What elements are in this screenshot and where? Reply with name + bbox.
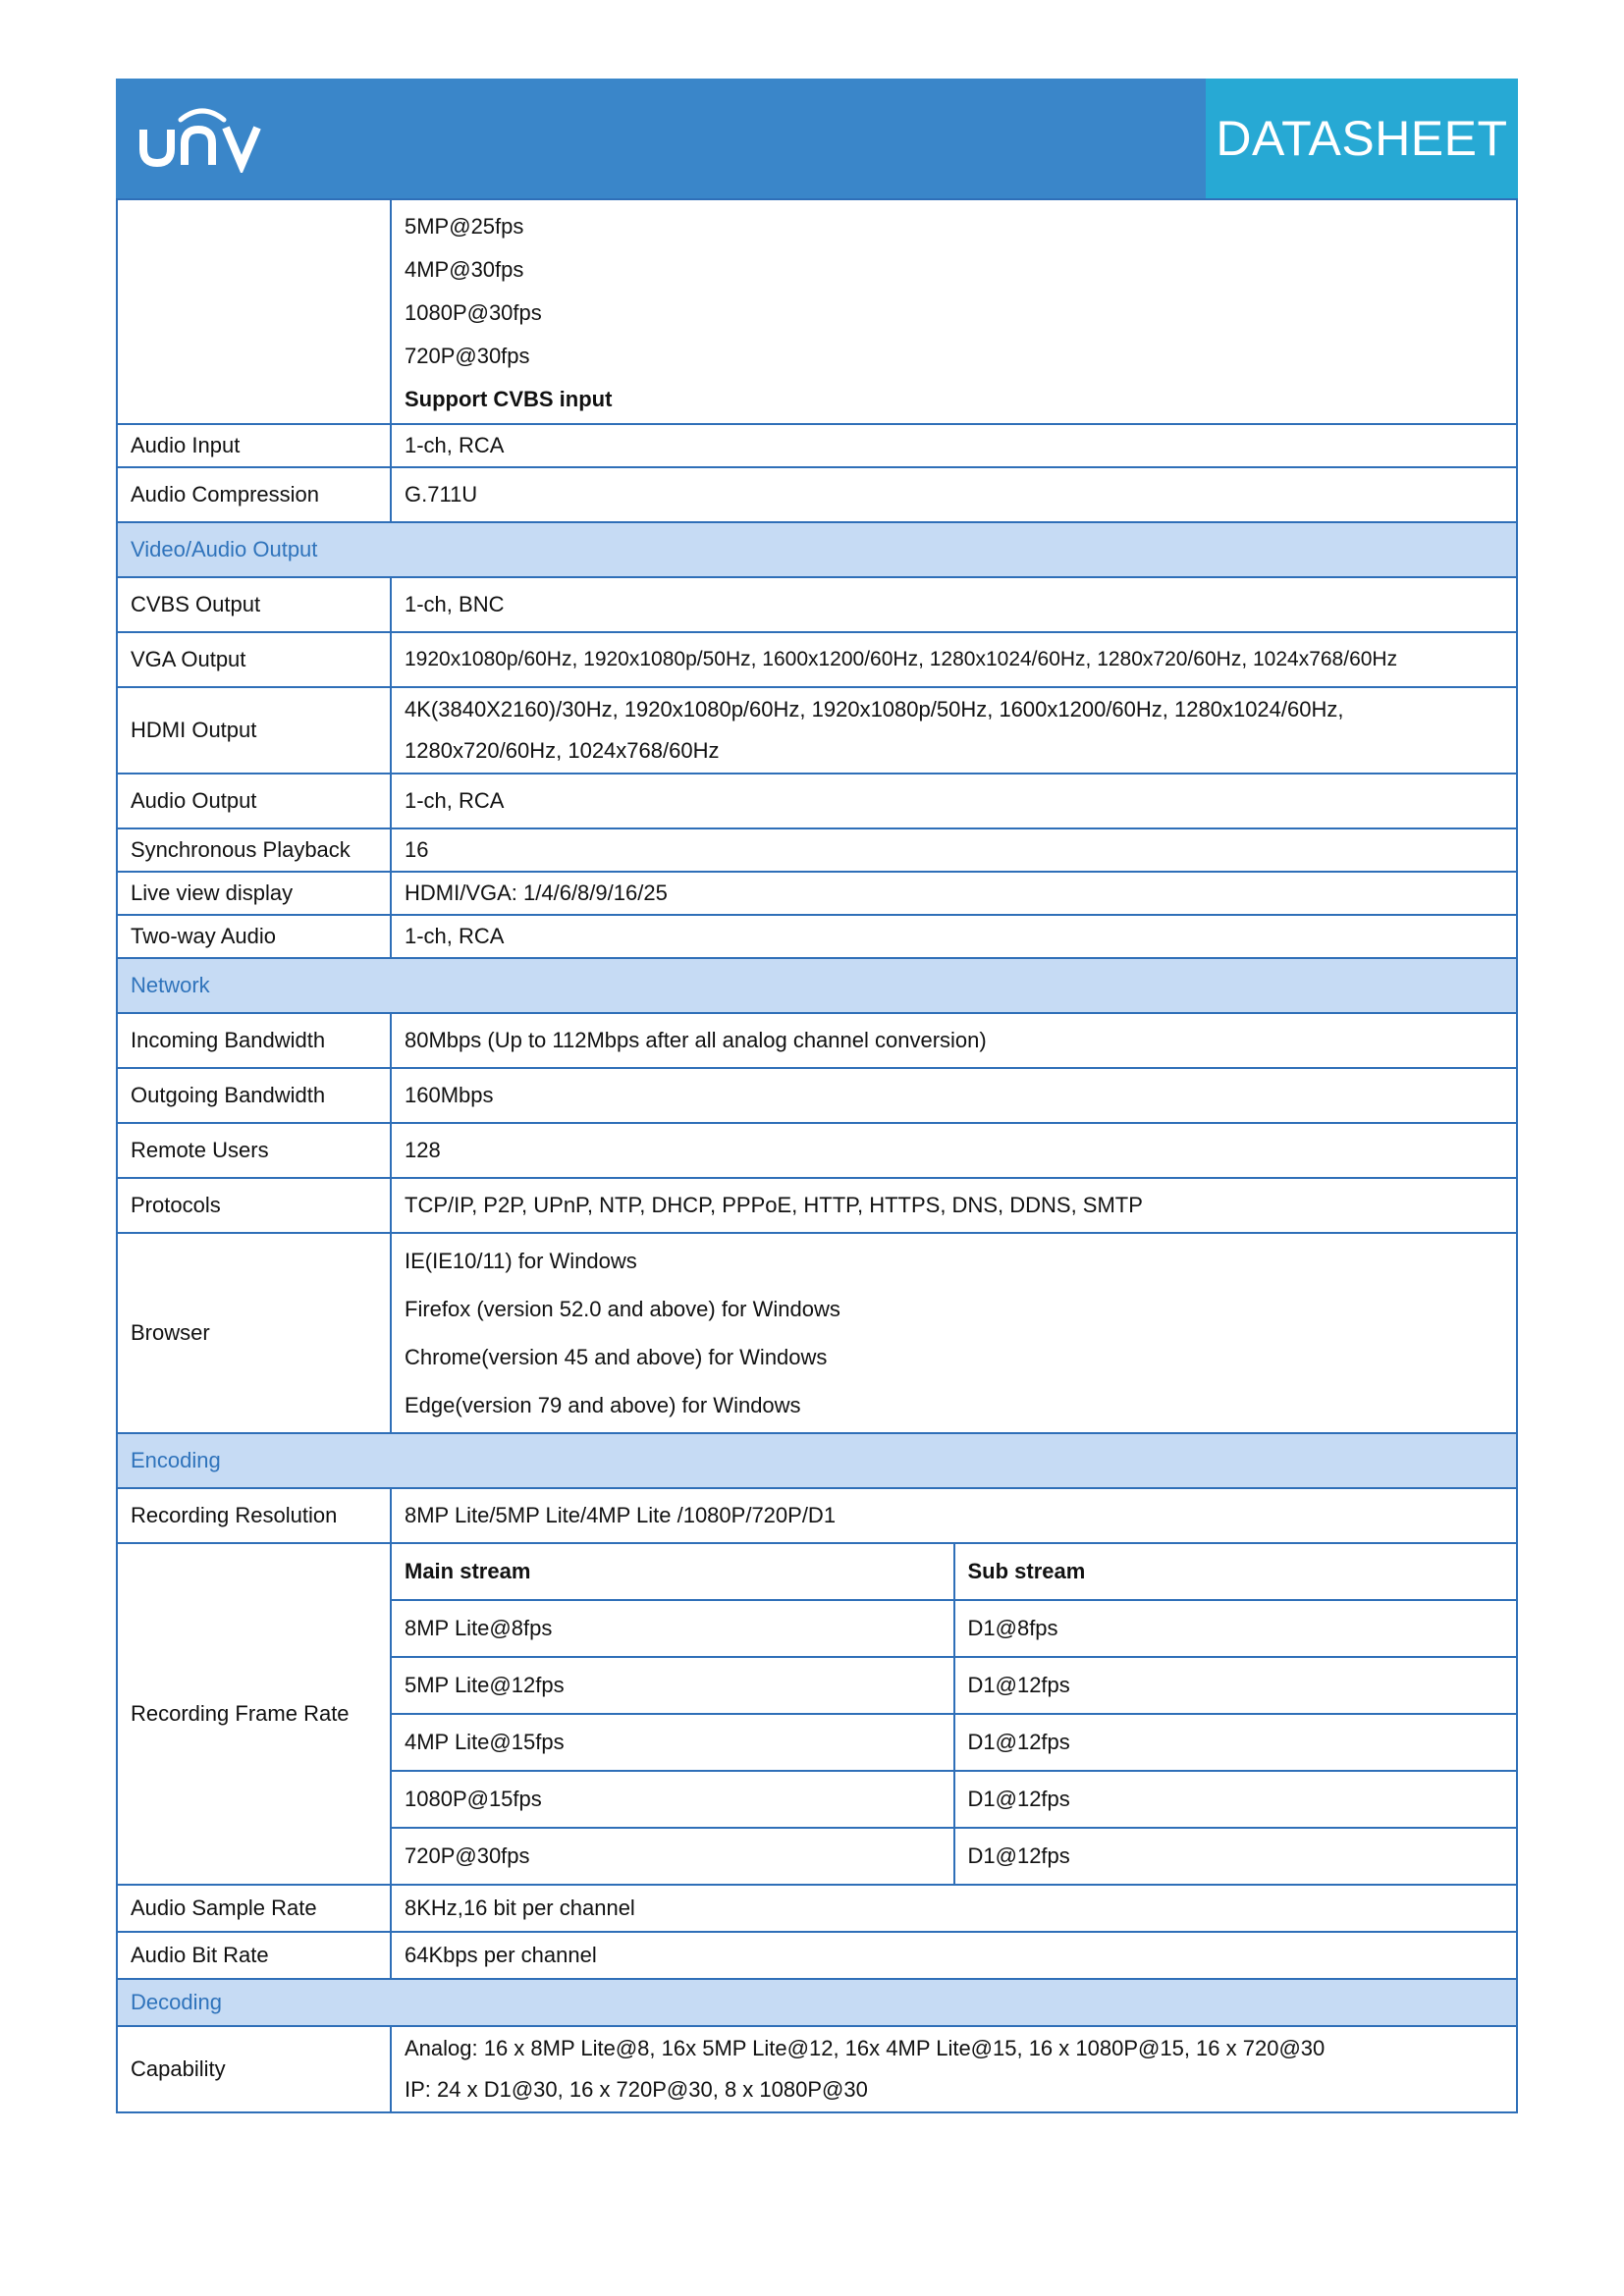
table-row [117,1233,1517,1433]
table-row [117,828,1517,872]
table-row [117,577,1517,632]
table-row [117,915,1517,958]
spec-table [116,198,1518,2113]
spec-label: Synchronous Playback [117,828,391,872]
table-row [117,2026,1517,2112]
spec-value: HDMI/VGA: 1/4/6/8/9/16/25 [391,872,1517,915]
main-stream-cell: 4MP Lite@15fps [392,1714,954,1771]
table-row [117,774,1517,828]
unv-logo [137,98,267,173]
section-header [117,1433,1517,1488]
table-row [117,1178,1517,1233]
spec-label [117,199,391,424]
spec-label: Protocols [117,1178,391,1233]
spec-label: Browser [117,1233,391,1433]
spec-value: 8KHz,16 bit per channel [391,1885,1517,1932]
sub-stream-cell: D1@12fps [954,1771,1517,1828]
spec-label: Audio Compression [117,467,391,522]
value-line: Chrome(version 45 and above) for Windows [405,1345,828,1369]
section-header [117,522,1517,577]
spec-value: 1-ch, RCA [391,424,1517,467]
value-line: 5MP@25fps [405,214,524,239]
value-line: 720P@30fps [405,344,530,368]
table-row [117,467,1517,522]
table-row [117,424,1517,467]
value-note: Support CVBS input [405,387,613,411]
spec-value: 16 [391,828,1517,872]
spec-label: HDMI Output [117,687,391,774]
table-row [117,199,1517,424]
datasheet-badge [1206,79,1518,198]
spec-label: Audio Sample Rate [117,1885,391,1932]
section-title: Network [117,958,1517,1013]
table-row [117,1488,1517,1543]
spec-label: Two-way Audio [117,915,391,958]
spec-value: 128 [391,1123,1517,1178]
spec-label: Audio Output [117,774,391,828]
spec-label: Audio Bit Rate [117,1932,391,1979]
table-row [117,872,1517,915]
spec-value: G.711U [391,467,1517,522]
spec-value [391,1543,1517,1885]
value-line: IP: 24 x D1@30, 16 x 720P@30, 8 x 1080P@30 [405,2077,868,2102]
spec-value [391,1233,1517,1433]
spec-value: 1-ch, RCA [391,774,1517,828]
table-row [117,1885,1517,1932]
section-title: Encoding [117,1433,1517,1488]
value-line: IE(IE10/11) for Windows [405,1249,637,1273]
frame-rate-row [392,1714,1516,1771]
main-stream-cell: 5MP Lite@12fps [392,1657,954,1714]
spec-value [391,199,1517,424]
spec-label: Audio Input [117,424,391,467]
spec-value [391,687,1517,774]
table-row [117,1932,1517,1979]
frame-rate-row [392,1657,1516,1714]
main-stream-cell: 1080P@15fps [392,1771,954,1828]
spec-value: 80Mbps (Up to 112Mbps after all analog channel conversion) [391,1013,1517,1068]
section-title: Video/Audio Output [117,522,1517,577]
section-header [117,1979,1517,2026]
section-header [117,958,1517,1013]
datasheet-title: DATASHEET [1216,111,1508,166]
spec-value: TCP/IP, P2P, UPnP, NTP, DHCP, PPPoE, HTTP, HTTPS, DNS, DDNS, SMTP [391,1178,1517,1233]
datasheet-page [116,79,1518,2113]
header-banner [116,79,1518,198]
table-row [117,1123,1517,1178]
spec-value: 8MP Lite/5MP Lite/4MP Lite /1080P/720P/D1 [391,1488,1517,1543]
spec-label: VGA Output [117,632,391,687]
table-row [117,632,1517,687]
frame-rate-row [392,1771,1516,1828]
spec-label: Recording Frame Rate [117,1543,391,1885]
table-row [117,1543,1517,1885]
main-stream-cell: 720P@30fps [392,1828,954,1884]
value-line: Edge(version 79 and above) for Windows [405,1393,801,1417]
sub-stream-cell: D1@12fps [954,1714,1517,1771]
spec-label: Capability [117,2026,391,2112]
spec-value: 160Mbps [391,1068,1517,1123]
spec-value: 1920x1080p/60Hz, 1920x1080p/50Hz, 1600x1200/60Hz, 1280x1024/60Hz, 1280x720/60Hz, 1024x768/60Hz [391,632,1517,687]
column-header: Main stream [392,1544,954,1600]
value-line: Analog: 16 x 8MP Lite@8, 16x 5MP Lite@12, 16x 4MP Lite@15, 16 x 1080P@15, 16 x 720@30 [405,2036,1326,2060]
spec-value: 64Kbps per channel [391,1932,1517,1979]
value-line: 4MP@30fps [405,257,524,282]
spec-label: Recording Resolution [117,1488,391,1543]
main-stream-cell: 8MP Lite@8fps [392,1600,954,1657]
spec-label: Incoming Bandwidth [117,1013,391,1068]
frame-rate-row [392,1600,1516,1657]
table-row [117,1013,1517,1068]
spec-value [391,2026,1517,2112]
column-header: Sub stream [954,1544,1517,1600]
section-title: Decoding [117,1979,1517,2026]
spec-label: Remote Users [117,1123,391,1178]
frame-rate-row [392,1828,1516,1884]
sub-stream-cell: D1@12fps [954,1828,1517,1884]
frame-rate-header-row [392,1544,1516,1600]
spec-label: Live view display [117,872,391,915]
spec-label: Outgoing Bandwidth [117,1068,391,1123]
table-row [117,1068,1517,1123]
table-row [117,687,1517,774]
value-line: 1280x720/60Hz, 1024x768/60Hz [405,738,720,763]
spec-value: 1-ch, RCA [391,915,1517,958]
spec-value: 1-ch, BNC [391,577,1517,632]
value-line: 4K(3840X2160)/30Hz, 1920x1080p/60Hz, 1920x1080p/50Hz, 1600x1200/60Hz, 1280x1024/60Hz, [405,697,1344,721]
sub-stream-cell: D1@12fps [954,1657,1517,1714]
spec-label: CVBS Output [117,577,391,632]
value-line: Firefox (version 52.0 and above) for Windows [405,1297,840,1321]
frame-rate-table [392,1544,1516,1884]
sub-stream-cell: D1@8fps [954,1600,1517,1657]
value-line: 1080P@30fps [405,300,542,325]
